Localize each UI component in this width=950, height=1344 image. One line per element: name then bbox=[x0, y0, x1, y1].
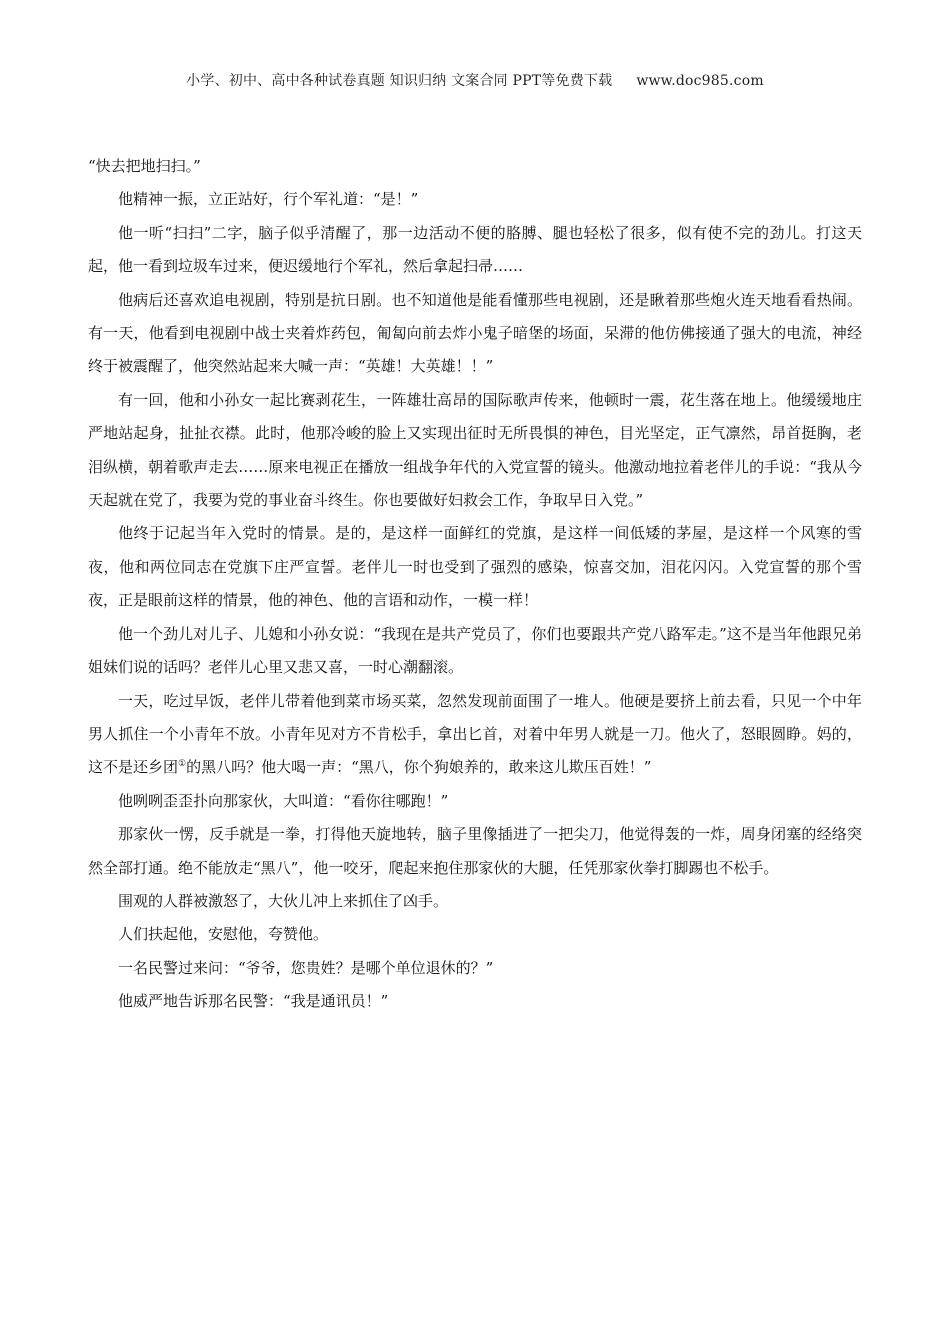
paragraph-text: 一天，吃过早饭，老伴儿带着他到菜市场买菜，忽然发现前面围了一堆人。他硬是要挤上前去看，只见一个中年男人抓住一个小青年不放。小青年见对方不肯松手，拿出匕首，对着中年男人就是一刀。他火了，怒眼圆睁。妈的，这不是还乡团 bbox=[88, 691, 862, 777]
paragraph: 他精神一振，立正站好，行个军礼道：“是！” bbox=[118, 190, 419, 209]
header-url[interactable]: www.doc985.com bbox=[636, 73, 764, 89]
paragraph: 那家伙一愣，反手就是一拳，打得他天旋地转，脑子里像插进了一把尖刀，他觉得轰的一炸，周身闭塞的经络突然全部打通。绝不能放走“黑八”，他一咬牙，爬起来抱住那家伙的大腿，任凭那家伙拳打脚踢也不松手。 bbox=[88, 825, 862, 877]
paragraph: “快去把地扫扫。” bbox=[88, 157, 201, 175]
header-text: 小学、初中、高中各种试卷真题 知识归纳 文案合同 PPT等免费下载 bbox=[186, 73, 613, 89]
paragraph: 他病后还喜欢追电视剧，特别是抗日剧。也不知道他是能看懂那些电视剧，还是瞅着那些炮火连天地看看热闹。有一天，他看到电视剧中战士夹着炸药包，匍匐向前去炸小鬼子暗堡的场面，呆滞的他仿佛接通了强大的电流，神经终于被震醒了，他突然站起来大喊一声：“英雄！大英雄！！” bbox=[88, 290, 862, 376]
paragraph: 有一回，他和小孙女一起比赛剥花生，一阵雄壮高昂的国际歌声传来，他顿时一震，花生落在地上。他缓缓地庄严地站起身，扯扯衣襟。此时，他那冷峻的脸上又实现出征时无所畏惧的神色，目光坚定，正气凛然，昂首挺胸，老泪纵横，朝着歌声走去……原来电视正在播放一组战争年代的入党宣誓的镜头。他激动地拉着老伴儿的手说：“我从今天起就在党了，我要为党的事业奋斗终生。你也要做好妇救会工作，争取早日入党。” bbox=[88, 390, 862, 510]
paragraph: 他咧咧歪歪扑向那家伙，大叫道：“看你往哪跑！” bbox=[118, 791, 449, 810]
paragraph: 他终于记起当年入党时的情景。是的，是这样一面鲜红的党旗，是这样一间低矮的茅屋，是这样一个风寒的雪夜，他和两位同志在党旗下庄严宣誓。老伴儿一时也受到了强烈的感染，惊喜交加，泪花闪闪。入党宣誓的那个雪夜，正是眼前这样的情景，他的神色、他的言语和动作，一模一样！ bbox=[88, 524, 862, 610]
paragraph: 人们扶起他，安慰他，夸赞他。 bbox=[118, 925, 329, 944]
paragraph: 他威严地告诉那名民警：“我是通讯员！” bbox=[118, 992, 389, 1011]
footnote-marker: ① bbox=[178, 759, 187, 770]
paragraph: 围观的人群被激怒了，大伙儿冲上来抓住了凶手。 bbox=[118, 891, 449, 910]
paragraph bbox=[88, 685, 862, 785]
paragraph: 他一听“扫扫”二字，脑子似乎清醒了，那一边活动不便的胳膊、腿也轻松了很多，似有使不完的劲儿。打这天起，他一看到垃圾车过来，便迟缓地行个军礼，然后拿起扫帚…… bbox=[88, 223, 862, 276]
paragraph-text: 的黑八吗？他大喝一声：“黑八，你个狗娘养的，敢来这儿欺压百姓！” bbox=[186, 758, 652, 777]
article-body bbox=[88, 150, 862, 1019]
page-header bbox=[0, 70, 950, 90]
paragraph: 他一个劲儿对儿子、儿媳和小孙女说：“我现在是共产党员了，你们也要跟共产党八路军走。”这不是当年他跟兄弟姐妹们说的话吗？老伴儿心里又悲又喜，一时心潮翻滚。 bbox=[88, 624, 862, 677]
paragraph: 一名民警过来问：“爷爷，您贵姓？是哪个单位退休的？” bbox=[118, 958, 494, 977]
